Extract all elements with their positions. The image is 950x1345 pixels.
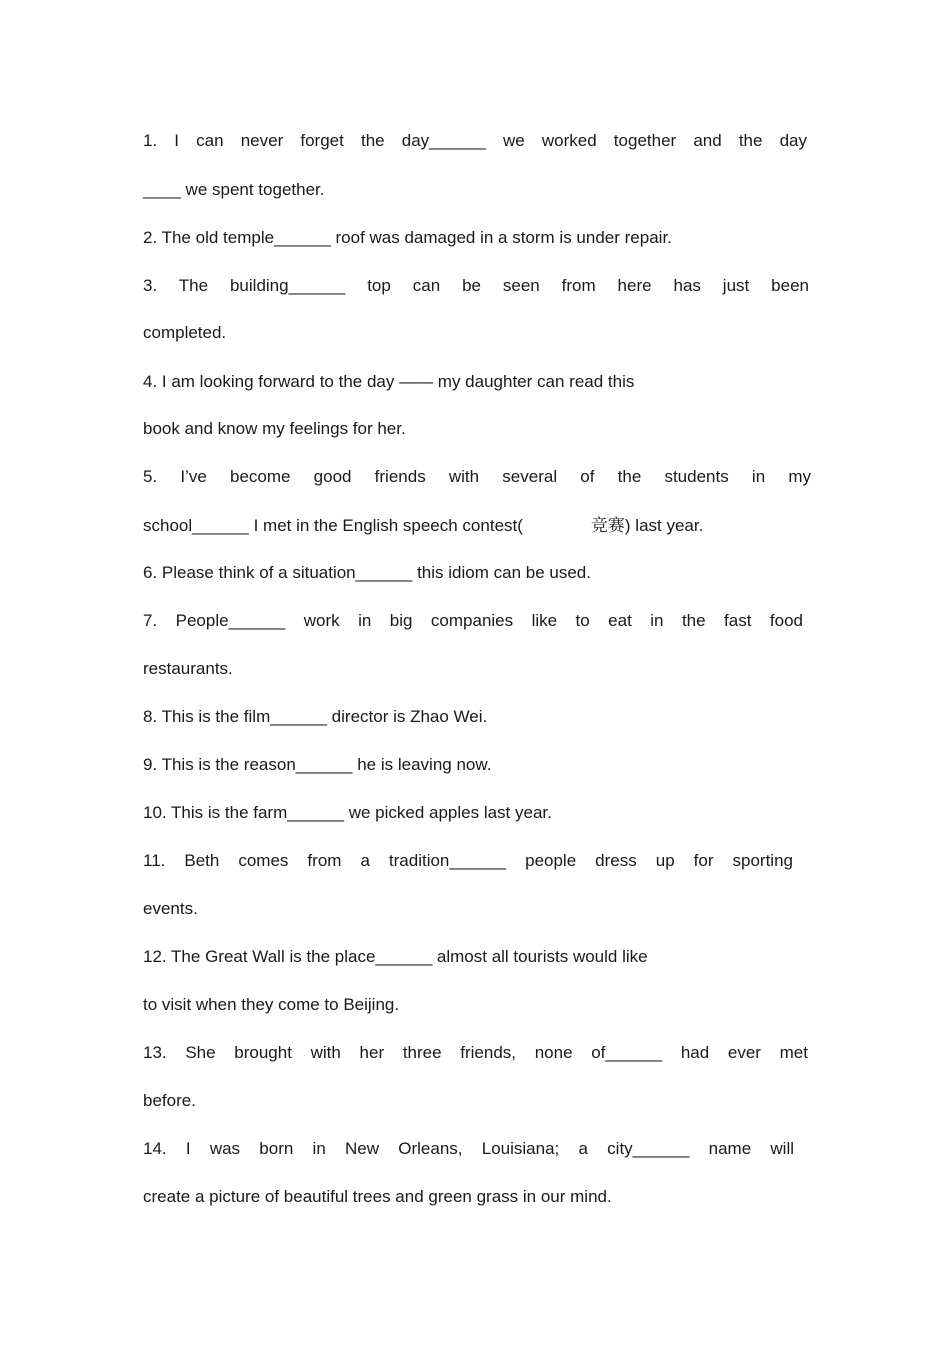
question-5-cjk-note: 竞赛 (590, 516, 625, 536)
question-5-text-end: ) last year. (624, 516, 704, 535)
question-4-line-2: book and know my feelings for her. (143, 419, 406, 438)
question-5-line-2 (143, 516, 703, 536)
question-9-line-1: 9. This is the reason______ he is leaving now. (143, 755, 492, 774)
question-2-line-1: 2. The old temple______ roof was damaged in a storm is under repair. (143, 228, 672, 247)
question-13-line-2: before. (143, 1091, 196, 1110)
question-10-line-1: 10. This is the farm______ we picked apples last year. (143, 803, 552, 822)
question-5-line-1: 5. I’ve become good friends with several of the students in my (143, 467, 811, 486)
question-7-line-1: 7. People______ work in big companies like to eat in the fast food (143, 611, 803, 630)
question-14-line-1: 14. I was born in New Orleans, Louisiana; a city______ name will (143, 1139, 794, 1158)
question-6-line-1: 6. Please think of a situation______ this idiom can be used. (143, 563, 591, 582)
question-14-line-2: create a picture of beautiful trees and green grass in our mind. (143, 1187, 612, 1206)
question-3-line-1: 3. The building______ top can be seen from here has just been (143, 276, 809, 295)
question-11-line-2: events. (143, 899, 198, 918)
question-12-line-2: to visit when they come to Beijing. (143, 995, 400, 1014)
question-1-line-1: 1. I can never forget the day______ we worked together and the day (143, 131, 807, 150)
question-11-line-1: 11. Beth comes from a tradition______ people dress up for sporting (143, 851, 793, 870)
question-8-line-1: 8. This is the film______ director is Zhao Wei. (143, 707, 488, 726)
question-7-line-2: restaurants. (143, 659, 233, 678)
question-12-line-1: 12. The Great Wall is the place______ almost all tourists would like (143, 947, 648, 966)
question-3-line-2: completed. (143, 323, 227, 342)
question-13-line-1: 13. She brought with her three friends, none of______ had ever met (143, 1043, 808, 1062)
question-5-text: school______ I met in the English speech contest( (143, 516, 523, 535)
question-4-line-1: 4. I am looking forward to the day —— my daughter can read this (143, 372, 635, 391)
question-1-line-2: ____ we spent together. (143, 180, 325, 199)
